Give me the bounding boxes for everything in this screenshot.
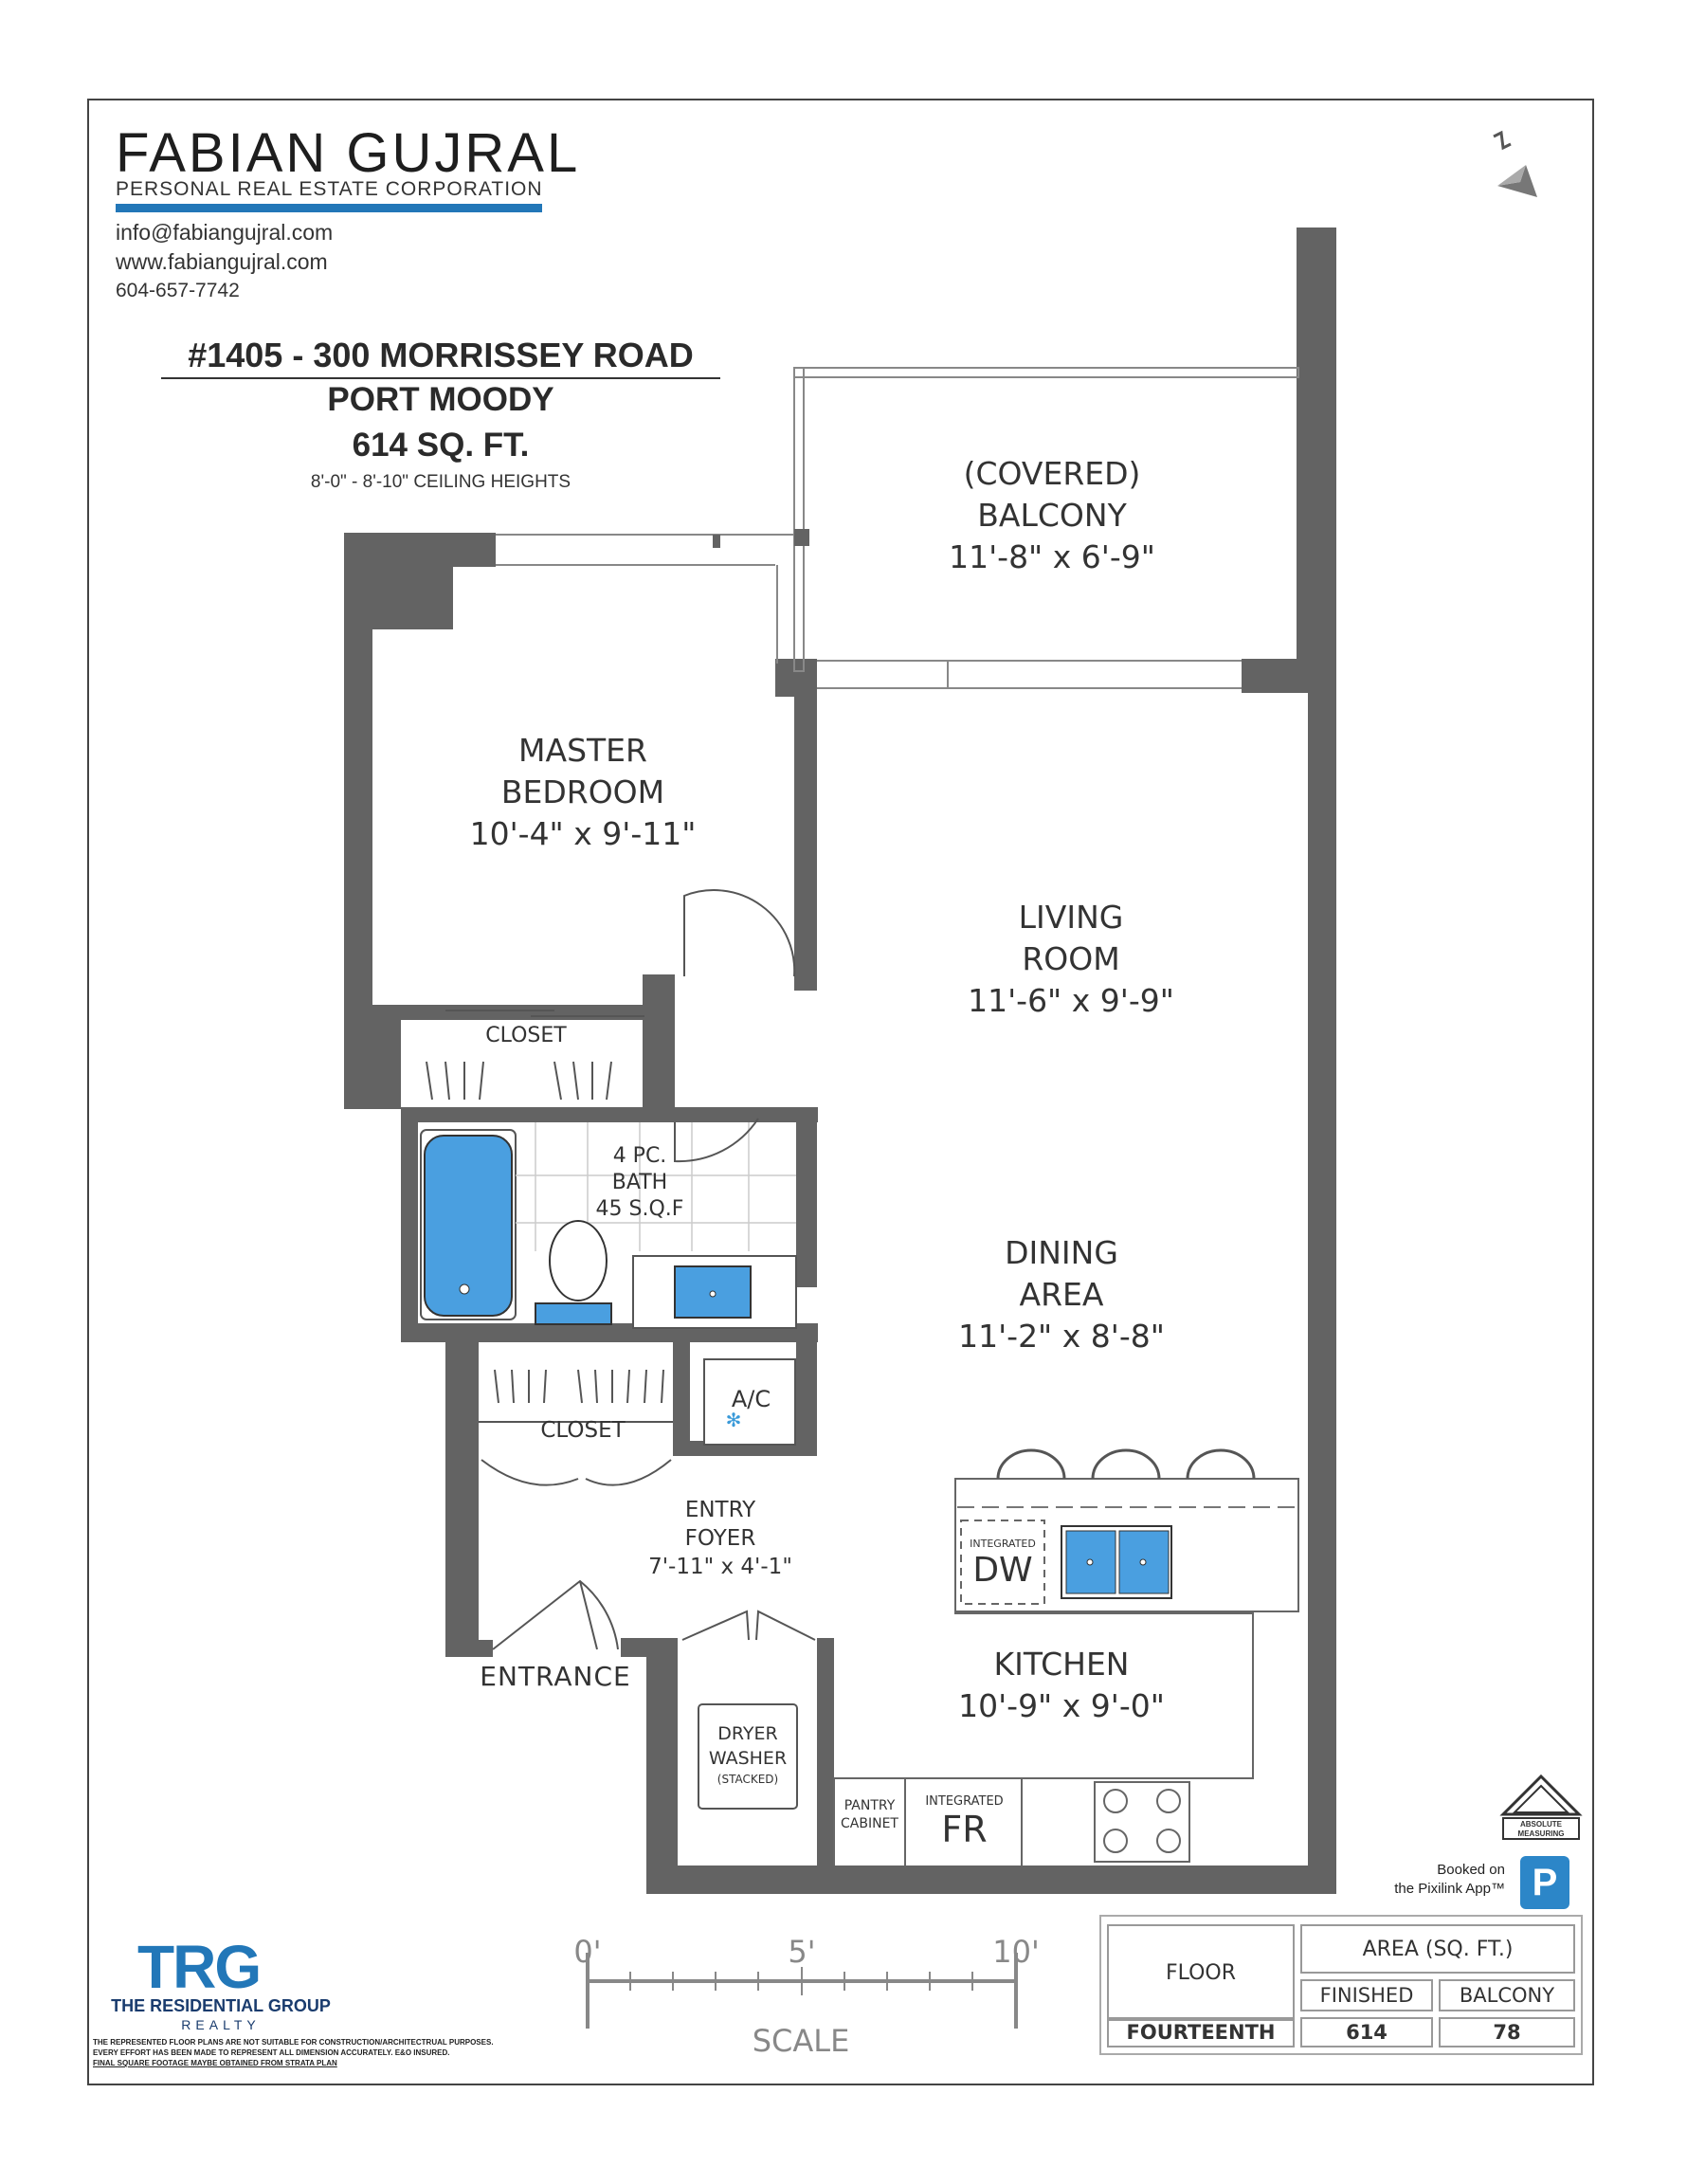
measuring-logo-text: ABSOLUTE MEASURING	[1517, 1820, 1565, 1838]
wall	[445, 1327, 479, 1657]
laundry-note: (STACKED)	[717, 1773, 779, 1786]
agent-name: FABIAN GUJRAL	[116, 122, 581, 184]
finished-value: 614	[1300, 2017, 1433, 2048]
wall	[794, 697, 817, 991]
wall	[445, 1640, 493, 1657]
scale-label: SCALE	[752, 2023, 850, 2059]
master-closet-label: CLOSET	[485, 1024, 567, 1047]
wall	[344, 533, 372, 1109]
wall	[1242, 659, 1336, 693]
agent-subtitle: PERSONAL REAL ESTATE CORPORATION	[116, 178, 543, 200]
master-bedroom-label: MASTER BEDROOM 10'-4" x 9'-11"	[469, 732, 697, 852]
ceiling-heights: 8'-0" - 8'-10" CEILING HEIGHTS	[310, 472, 571, 492]
wall	[817, 1638, 834, 1866]
laundry-label: DRYER WASHER	[708, 1723, 788, 1769]
listing-city: PORT MOODY	[327, 381, 554, 418]
listing-address: #1405 - 300 MORRISSEY ROAD	[161, 336, 720, 379]
kitchen-label: KITCHEN 10'-9" x 9'-0"	[958, 1646, 1165, 1724]
wall	[775, 659, 817, 697]
living-room-label: LIVING ROOM 11'-6" x 9'-9"	[968, 899, 1174, 1019]
wall	[1308, 692, 1336, 1894]
scale-tick-0: 0'	[573, 1934, 602, 1970]
floor-header: FLOOR	[1107, 1924, 1295, 2021]
entry-foyer-label: ENTRY FOYER 7'-11" x 4'-1"	[648, 1498, 792, 1579]
dining-area-label: DINING AREA 11'-2" x 8'-8"	[958, 1234, 1165, 1355]
agent-website: www.fabiangujral.com	[116, 249, 328, 274]
wall	[648, 1866, 1336, 1894]
fridge-label: FR	[941, 1809, 988, 1850]
agent-email: info@fabiangujral.com	[116, 220, 334, 245]
bath-label: 4 PC. BATH 45 S.Q.F	[595, 1144, 684, 1221]
finished-header: FINISHED	[1300, 1979, 1433, 2011]
wall	[401, 1107, 418, 1338]
ac-label: A/C	[731, 1386, 771, 1412]
floor-value: FOURTEENTH	[1107, 2017, 1295, 2048]
booked-on-text: Booked on	[1437, 1862, 1505, 1878]
dishwasher-small-label: INTEGRATED	[970, 1538, 1036, 1550]
wall	[1297, 228, 1336, 692]
wall	[796, 1107, 817, 1287]
balcony-value: 78	[1439, 2017, 1575, 2048]
snowflake-icon: ✻	[725, 1409, 742, 1431]
agent-phone: 604-657-7742	[116, 280, 240, 301]
disclaimer-3: FINAL SQUARE FOOTAGE MAYBE OBTAINED FROM STRATA PLAN	[93, 2059, 337, 2067]
entrance-label: ENTRANCE	[480, 1661, 631, 1692]
pixilink-text: the Pixilink App™	[1394, 1881, 1505, 1897]
wall	[673, 1342, 690, 1456]
fridge-small-label: INTEGRATED	[925, 1794, 1004, 1809]
scale-tick-10: 10'	[992, 1934, 1040, 1970]
balcony-label: (COVERED) BALCONY 11'-8" x 6'-9"	[949, 455, 1155, 575]
wall	[646, 1638, 678, 1894]
area-header: AREA (SQ. FT.)	[1300, 1924, 1575, 1974]
wall	[401, 1107, 818, 1122]
disclaimer-2: EVERY EFFORT HAS BEEN MADE TO REPRESENT ALL DIMENSION ACCURATELY. E&O INSURED.	[93, 2048, 450, 2057]
wall	[372, 1005, 401, 1109]
wall	[398, 1005, 654, 1020]
wall	[643, 974, 675, 1117]
wall	[796, 1342, 817, 1456]
pixilink-icon: P	[1520, 1856, 1569, 1909]
dishwasher-label: DW	[972, 1551, 1033, 1590]
trg-logo: TRG	[137, 1933, 261, 2001]
balcony-header: BALCONY	[1439, 1979, 1575, 2011]
trg-name: THE RESIDENTIAL GROUP	[111, 1996, 331, 2015]
pantry-label: PANTRY CABINET	[841, 1798, 898, 1831]
listing-area: 614 SQ. FT.	[352, 427, 530, 464]
trg-sub: REALTY	[181, 2017, 261, 2032]
entry-closet-label: CLOSET	[540, 1418, 626, 1443]
scale-tick-5: 5'	[788, 1934, 816, 1970]
disclaimer-1: THE REPRESENTED FLOOR PLANS ARE NOT SUITABLE FOR CONSTRUCTION/ARCHITECTRUAL PURPOSES.	[93, 2038, 494, 2047]
